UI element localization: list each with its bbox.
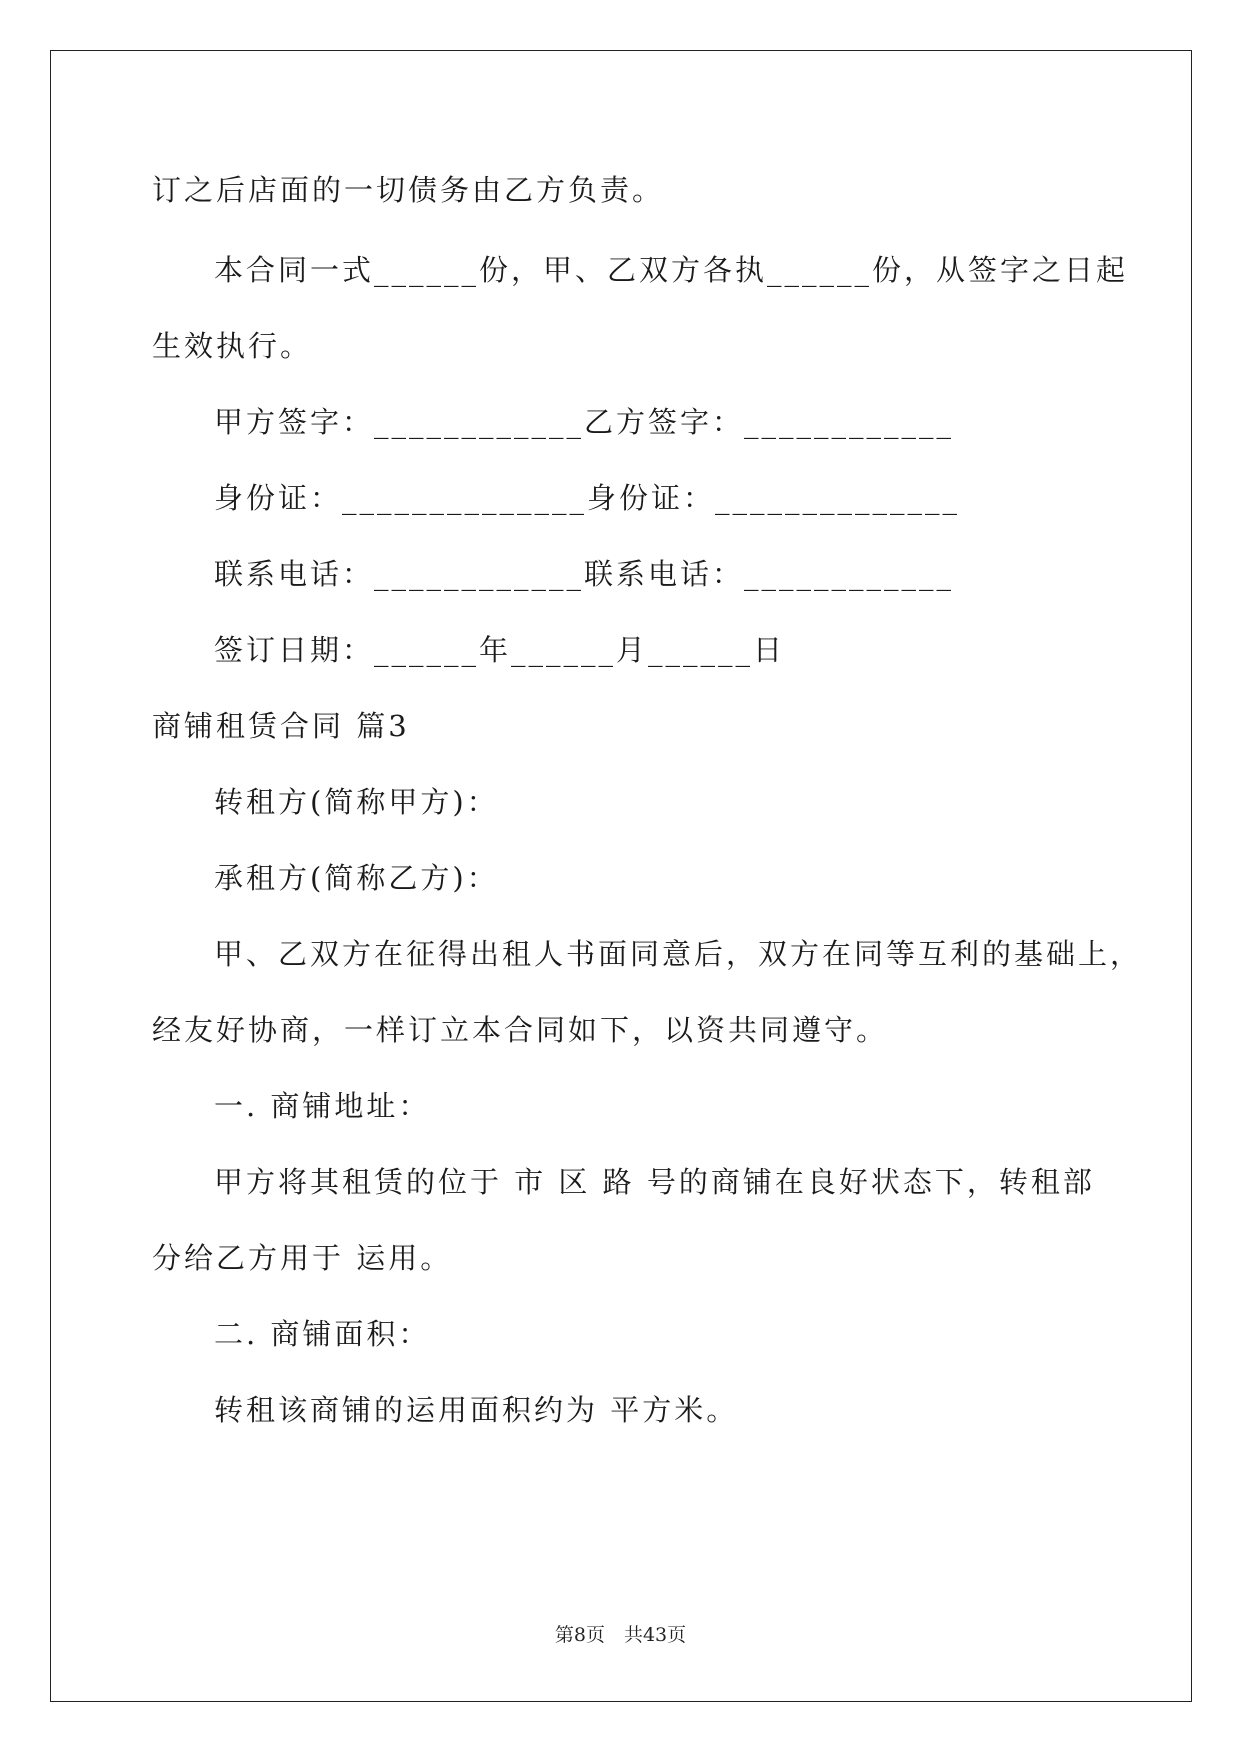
paragraph-line: 分给乙方用于 运用。 (152, 1241, 453, 1275)
sign-date-line: 签订日期：______年______月______日 (214, 633, 786, 667)
id-card-line: 身份证：______________身份证：______________ (214, 481, 961, 515)
paragraph-line: 订之后店面的一切债务由乙方负责。 (152, 173, 665, 207)
paragraph-line: 经友好协商，一样订立本合同如下，以资共同遵守。 (152, 1013, 889, 1047)
clause-heading: 一. 商铺地址： (214, 1089, 431, 1123)
page-number-footer: 第8页 共43页 (554, 1624, 687, 1646)
phone-line: 联系电话：____________联系电话：____________ (214, 557, 955, 591)
clause-heading: 二. 商铺面积： (214, 1317, 431, 1351)
paragraph-line: 承租方(简称乙方)： (214, 861, 499, 895)
section-heading: 商铺租赁合同 篇3 (152, 709, 410, 743)
paragraph-line: 转租方(简称甲方)： (214, 785, 499, 819)
paragraph-line: 甲、乙双方在征得出租人书面同意后，双方在同等互利的基础上， (214, 937, 1143, 971)
signature-line-party-a-b: 甲方签字：____________乙方签字：____________ (214, 405, 955, 439)
paragraph-line: 转租该商铺的运用面积约为 平方米。 (214, 1393, 739, 1427)
paragraph-line: 本合同一式______份，甲、乙双方各执______份，从签字之日起 (214, 253, 1129, 287)
paragraph-line: 生效执行。 (152, 329, 313, 363)
paragraph-line: 甲方将其租赁的位于 市 区 路 号的商铺在良好状态下，转租部 (214, 1165, 1095, 1199)
